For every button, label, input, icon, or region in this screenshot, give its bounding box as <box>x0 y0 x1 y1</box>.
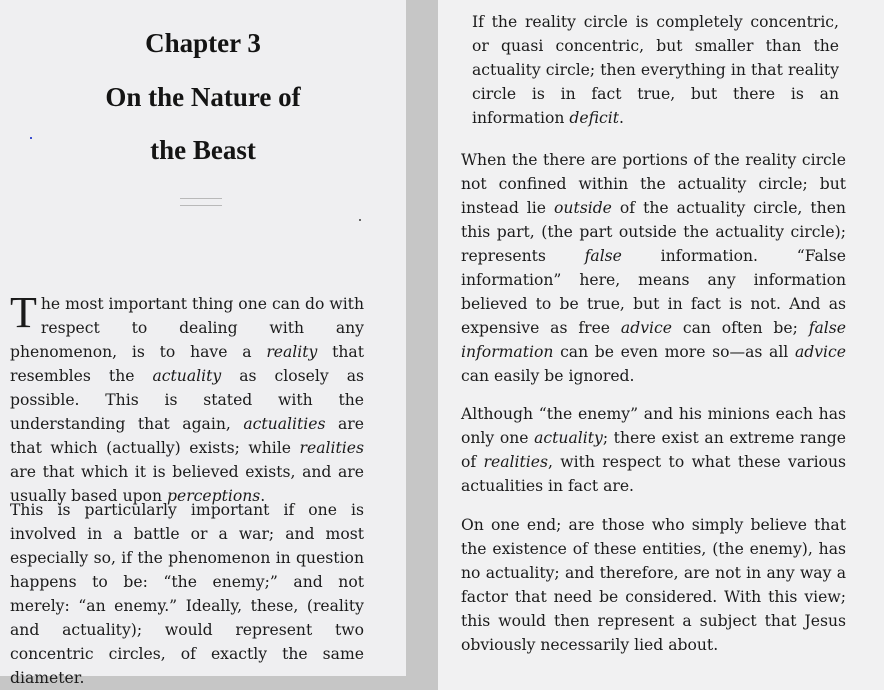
emphasis-outside: outside <box>554 199 612 217</box>
text-run: he most important thing one can do with respect to dealing with any phenomenon, is to have a <box>10 295 364 361</box>
heading-divider-ornament <box>180 198 222 206</box>
body-paragraph-one-end: On one end; are those who simply believe that the existence of these entities, (the enemy), has no actuality; and therefore, are not in any way a factor that need be considered. With this view; this would then represent a subject that Jesus obviously necessarily lied about. <box>461 516 846 654</box>
emphasis-deficit: deficit <box>569 109 619 127</box>
emphasis-realities: realities <box>483 453 548 471</box>
chapter-number-heading: Chapter 3 <box>145 28 261 58</box>
emphasis-false: false <box>584 247 622 265</box>
text-run: If the reality circle is completely concentric, or quasi concentric, but smaller than the actuality circle; then everything in that reality circle is in fact true, but there is an information <box>472 13 839 127</box>
body-paragraph-intro <box>10 288 364 508</box>
emphasis-advice: advice <box>620 319 672 337</box>
chapter-title-line-2: the Beast <box>150 135 256 165</box>
block-quote-paragraph <box>472 10 839 130</box>
text-run: can be even more so—as all <box>553 343 795 361</box>
body-paragraph-false-information <box>461 148 846 388</box>
text-run: , with respect to what these various actualities in fact are. <box>461 453 846 495</box>
text-run: Although “the enemy” and his minions each has only one <box>461 405 846 447</box>
decorative-speck <box>30 137 32 139</box>
decorative-speck <box>359 219 361 221</box>
chapter-title-line-1: On the Nature of <box>105 82 301 112</box>
body-paragraph-battle: This is particularly important if one is involved in a battle or a war; and most especially so, if the phenomenon in question happens to be: “the enemy;” and not merely: “an enemy.” Ideally, these, (reality and actuality); would represent two concentric circles, of exactly the same diameter. <box>10 501 364 687</box>
body-paragraph-enemy-realities <box>461 402 846 498</box>
text-run: are that which (actually) exists; while <box>10 415 364 457</box>
text-run: can easily be ignored. <box>461 367 635 385</box>
left-page <box>0 0 406 687</box>
text-run: can often be; <box>671 319 809 337</box>
emphasis-advice: advice <box>794 343 846 361</box>
text-run: information. “False information” here, means any information believed to be true, but in fact is not. And as expensive as free <box>461 247 846 337</box>
text-run: When the there are portions of the reality circle not confined within the actuality circle; but instead lie <box>461 151 846 217</box>
text-run: are that which it is believed exists, and are usually based upon <box>10 463 364 505</box>
text-run: ; there exist an extreme range of <box>461 429 846 471</box>
emphasis-reality: reality <box>266 343 318 361</box>
text-run: of the actuality circle, then this part, (the part outside the actuality circle); represents <box>461 199 846 265</box>
emphasis-actuality: actuality <box>152 367 222 385</box>
text-run: . <box>618 109 624 127</box>
text-run: that resembles the <box>10 343 364 385</box>
emphasis-actuality: actuality <box>534 429 603 447</box>
text-run: as closely as possible. This is stated with the understanding that again, <box>10 367 364 433</box>
drop-cap-letter: T <box>10 288 37 337</box>
emphasis-false-information: false information <box>461 319 847 361</box>
emphasis-actualities: actualities <box>243 415 326 433</box>
emphasis-realities: realities <box>299 439 364 457</box>
emphasis-perceptions: perceptions <box>167 487 261 505</box>
text-run: . <box>260 487 266 505</box>
